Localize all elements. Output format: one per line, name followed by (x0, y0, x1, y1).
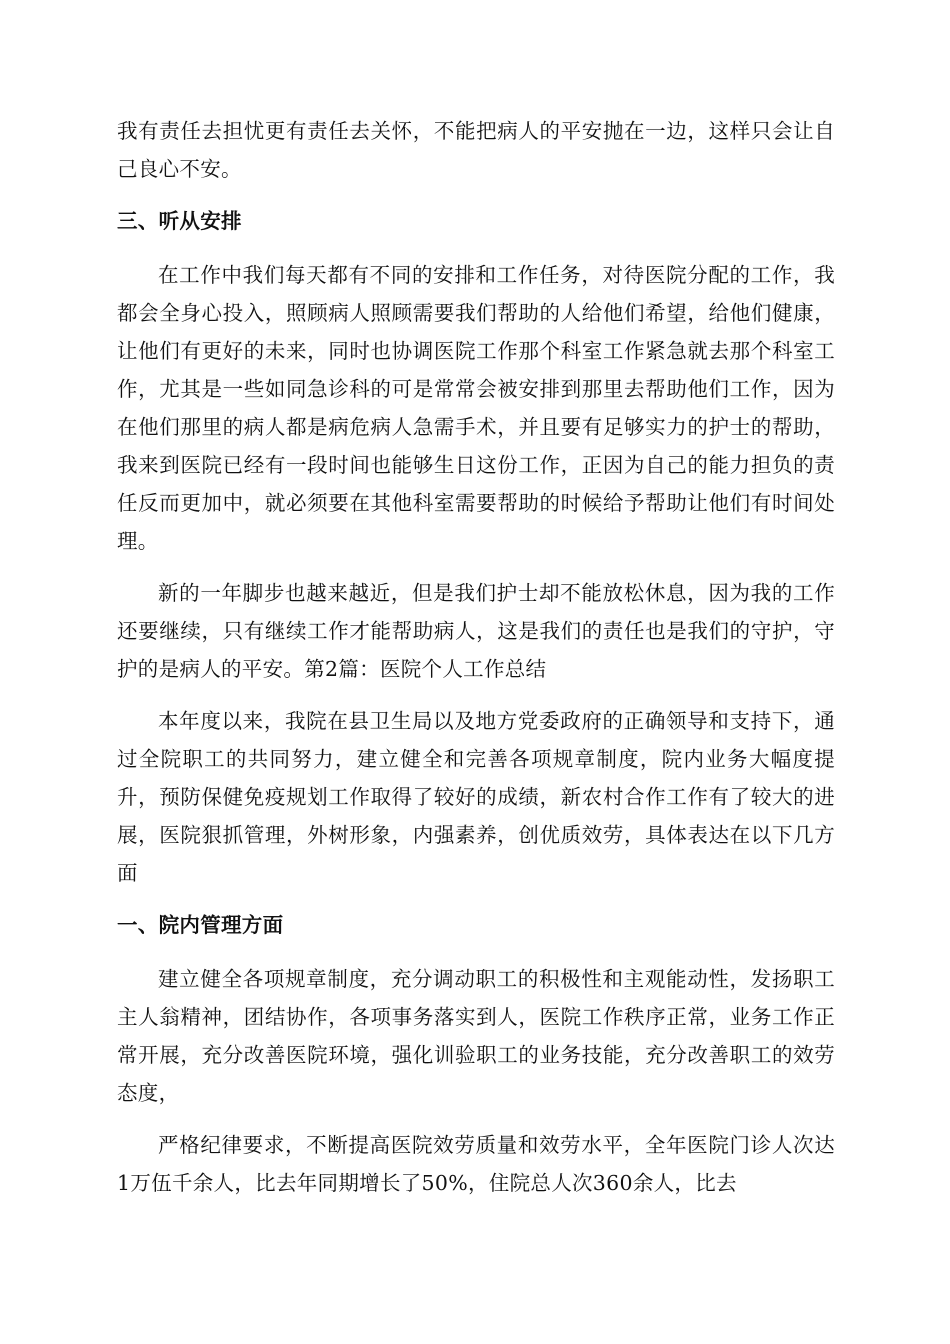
document-page (117, 112, 835, 1216)
section-heading-hospital-management: 一、院内管理方面 (117, 913, 284, 937)
paragraph-regulations: 建立健全各项规章制度，充分调动职工的积极性和主观能动性，发扬职工主人翁精神，团结协作，各项事务落实到人，医院工作秩序正常，业务工作正常开展，充分改善医院环境，强化训验职工的业务技能，充分改善职工的效劳态度， (117, 967, 835, 1105)
paragraph-continuation: 我有责任去担忧更有责任去关怀，不能把病人的平安抛在一边，这样只会让自己良心不安。 (117, 119, 835, 181)
paragraph-discipline-stats: 严格纪律要求，不断提高医院效劳质量和效劳水平，全年医院门诊人次达1万伍千余人，比去年同期增长了50%，住院总人次360余人，比去 (117, 1133, 835, 1195)
paragraph-new-year: 新的一年脚步也越来越近，但是我们护士却不能放松休息，因为我的工作还要继续，只有继续工作才能帮助病人，这是我们的责任也是我们的守护，守护的是病人的平安。第2篇：医院个人工作总结 (117, 581, 835, 681)
paragraph-work-arrangement: 在工作中我们每天都有不同的安排和工作任务，对待医院分配的工作，我都会全身心投入，照顾病人照顾需要我们帮助的人给他们希望，给他们健康，让他们有更好的未来，同时也协调医院工作那个科室工作紧急就去那个科室工作，尤其是一些如同急诊科的可是常常会被安排到那里去帮助他们工作，因为在他们那里的病人都是病危病人急需手术，并且要有足够实力的护士的帮助，我来到医院已经有一段时间也能够生日这份工作，正因为自己的能力担负的责任反而更加中，就必须要在其他科室需要帮助的时候给予帮助让他们有时间处理。 (117, 263, 835, 553)
paragraph-annual-intro: 本年度以来，我院在县卫生局以及地方党委政府的正确领导和支持下，通过全院职工的共同努力，建立健全和完善各项规章制度，院内业务大幅度提升，预防保健免疫规划工作取得了较好的成绩，新农村合作工作有了较大的进展，医院狠抓管理，外树形象，内强素养，创优质效劳，具体表达在以下几方面 (117, 709, 835, 885)
section-heading-listen-arrangement: 三、听从安排 (117, 209, 242, 233)
